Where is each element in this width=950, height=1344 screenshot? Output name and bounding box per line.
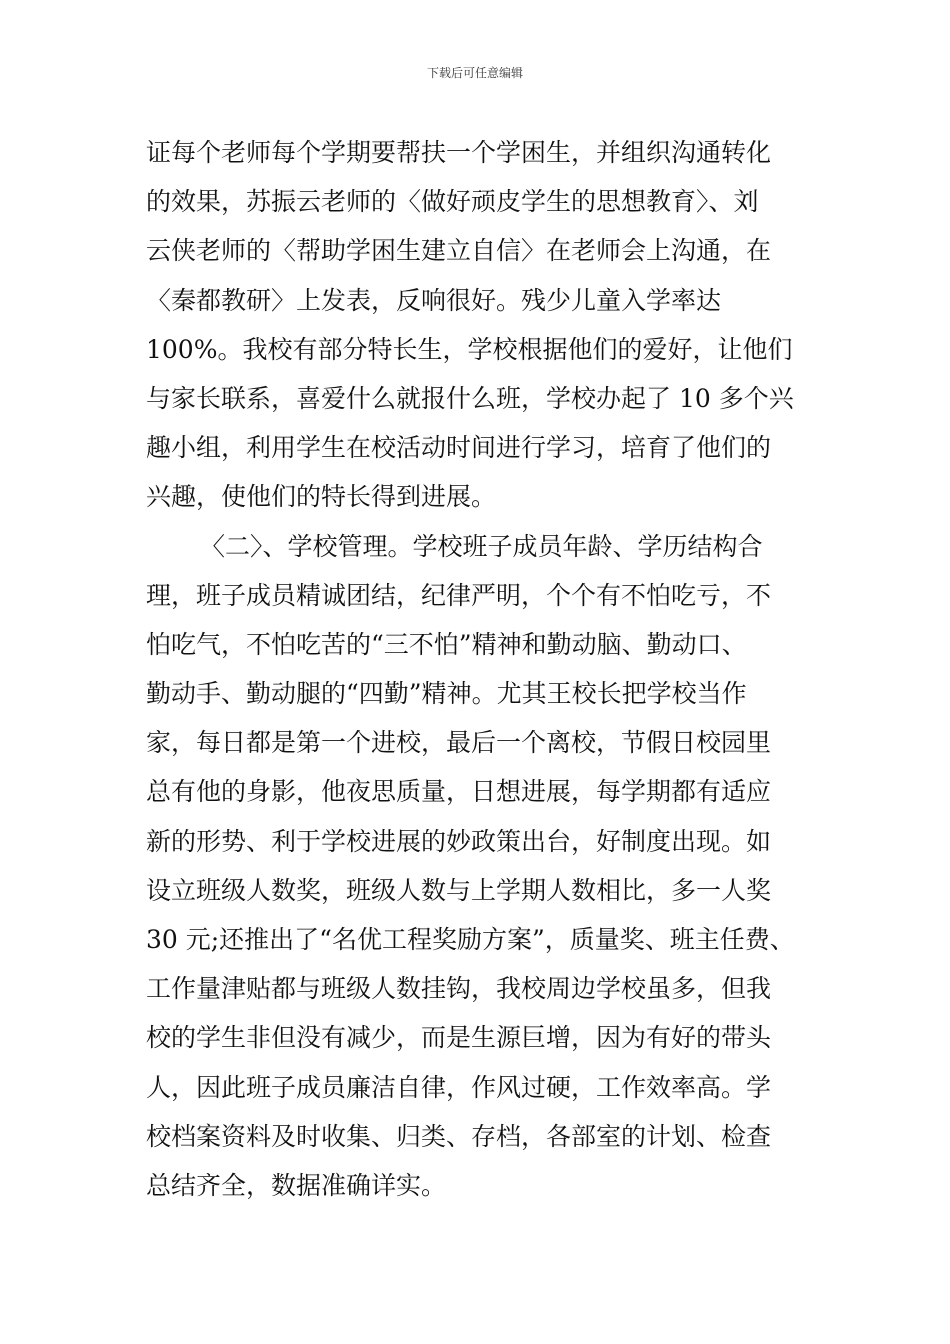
text-line: 校档案资料及时收集、归类、存档，各部室的计划、检查 — [146, 1121, 772, 1151]
page-header: 下载后可任意编辑 — [426, 66, 523, 80]
text-line: 工作量津贴都与班级人数挂钩，我校周边学校虽多，但我 — [146, 974, 772, 1004]
text-line: 设立班级人数奖，班级人数与上学期人数相比，多一人奖 — [146, 875, 772, 905]
text-line: 理，班子成员精诚团结，纪律严明，个个有不怕吃亏，不 — [146, 580, 772, 610]
text-line: 30 元;还推出了“名优工程奖励方案”，质量奖、班主任费、 — [146, 925, 795, 954]
text-line: 云侠老师的〈帮助学困生建立自信〉在老师会上沟通，在 — [146, 236, 772, 266]
text-line: 人，因此班子成员廉洁自律，作风过硬，工作效率高。学 — [146, 1072, 772, 1102]
text-line: 家，每日都是第一个进校，最后一个离校，节假日校园里 — [146, 728, 772, 758]
text-line: 总有他的身影，他夜思质量，日想进展，每学期都有适应 — [146, 777, 772, 807]
text-line: 的效果，苏振云老师的〈做好顽皮学生的思想教育〉、刘 — [146, 187, 759, 217]
text-line: 〈秦都教研〉上发表，反响很好。残少儿童入学率达 — [146, 285, 722, 315]
text-line: 校的学生非但没有减少，而是生源巨增，因为有好的带头 — [146, 1023, 772, 1053]
text-line: 证每个老师每个学期要帮扶一个学困生，并组织沟通转化 — [146, 138, 772, 167]
text-line: 总结齐全，数据准确详实。 — [146, 1170, 447, 1200]
text-line: 趣小组，利用学生在校活动时间进行学习，培育了他们的 — [146, 433, 772, 463]
body-text — [146, 128, 836, 1210]
paragraph-start-line: 〈二〉、学校管理。学校班子成员年龄、学历结构合 — [200, 531, 763, 561]
text-line: 与家长联系，喜爱什么就报什么班，学校办起了 10 多个兴 — [146, 383, 794, 413]
text-line: 怕吃气，不怕吃苦的“三不怕”精神和勤动脑、勤动口、 — [146, 629, 747, 659]
text-line: 兴趣，使他们的特长得到进展。 — [146, 482, 497, 512]
text-line: 100%。我校有部分特长生，学校根据他们的爱好，让他们 — [146, 334, 793, 364]
text-line: 勤动手、勤动腿的“四勤”精神。尤其王校长把学校当作 — [146, 679, 747, 709]
text-line: 新的形势、利于学校进展的妙政策出台，好制度出现。如 — [146, 826, 772, 856]
